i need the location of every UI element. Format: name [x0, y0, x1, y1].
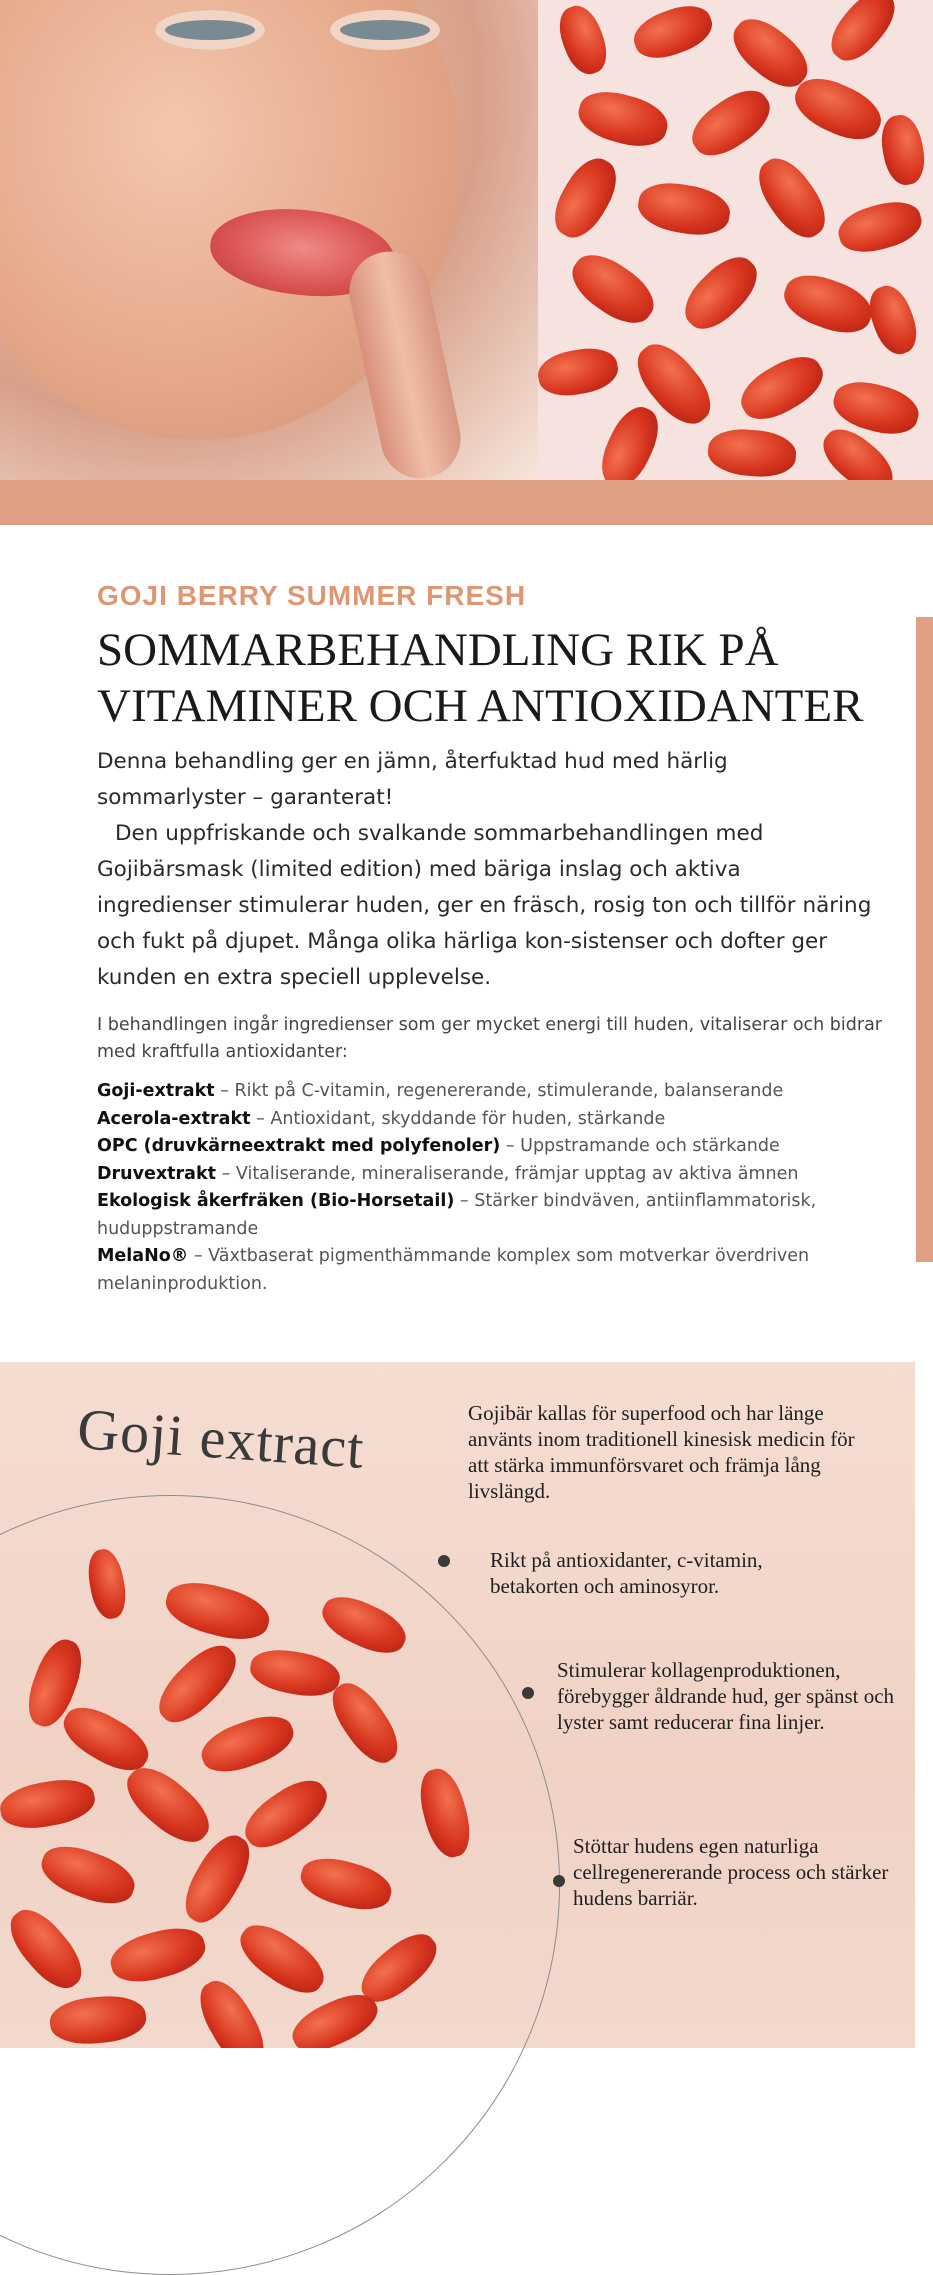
- berry: [592, 400, 667, 480]
- ingredient-name: MelaNo®: [97, 1246, 189, 1266]
- ingredient-desc: – Vitaliserande, mineraliserande, främjar upptag av aktiva ämnen: [216, 1163, 799, 1184]
- berry: [732, 346, 831, 430]
- goji-fact: Stöttar hudens egen naturliga cellregenererande process och stärker hudens barriär.: [573, 1834, 889, 1910]
- goji-berries-photo: [538, 0, 933, 480]
- bullet-dot: [522, 1687, 534, 1699]
- ingredient-item: [97, 1078, 897, 1106]
- berry: [628, 0, 718, 66]
- berry: [877, 112, 929, 188]
- berry: [821, 0, 905, 70]
- goji-fact: Gojibär kallas för superfood och har länge använts inom traditionell kinesisk medicin för att stärka immunförsvaret och främja lång livslängd.: [468, 1401, 855, 1503]
- berry: [683, 79, 780, 166]
- ingredient-list: [97, 1078, 897, 1298]
- goji-fact: Stimulerar kollagenproduktionen, förebygger åldrande hud, ger spänst och lyster samt reducerar fina linjer.: [557, 1658, 895, 1734]
- berry: [862, 280, 924, 359]
- ingredient-name: OPC (druvkärneextrakt med polyfenoler): [97, 1136, 501, 1156]
- berry: [544, 150, 626, 247]
- intro-paragraph: Denna behandling ger en jämn, återfuktad hud med härlig sommarlyster – garanterat!: [97, 749, 728, 810]
- ingredient-name: Druvextrakt: [97, 1163, 216, 1184]
- eye-right: [330, 10, 440, 50]
- berry: [535, 343, 621, 400]
- ingredients-intro: I behandlingen ingår ingredienser som ger mycket energi till huden, vitaliserar och bidrar med kraftfulla antioxidanter:: [97, 1015, 882, 1062]
- ingredient-desc: – Rikt på C-vitamin, regenererande, stimulerande, balanserande: [214, 1081, 784, 1101]
- berry: [748, 149, 836, 247]
- berry: [674, 246, 767, 339]
- intro-paragraph: Den uppfriskande och svalkande sommarbehandlingen med Gojibärsmask (limited edition) med bäriga inslag och aktiva ingredienser stimulerar huden, ger en fräsch, rosig ton och tillför näring och fukt på djupet. Många olika härliga kon-sistenser och dofter ger kunden en extra speciell upplevelse.: [97, 821, 872, 990]
- ingredient-item: [97, 1243, 897, 1298]
- berry: [562, 244, 663, 335]
- eye-left: [155, 10, 265, 50]
- berry: [635, 177, 734, 240]
- right-margin: [915, 1362, 933, 2048]
- berry: [834, 195, 927, 259]
- ingredient-item: [97, 1133, 897, 1161]
- section-subtitle: GOJI BERRY SUMMER FRESH: [97, 580, 527, 611]
- berry: [706, 426, 798, 479]
- goji-fact: Rikt på antioxidanter, c-vitamin, betakorten och aminosyror.: [490, 1548, 763, 1598]
- ingredient-desc: – Växtbaserat pigmenthämmande komplex som motverkar överdriven melaninproduktion.: [97, 1246, 810, 1294]
- berry: [573, 84, 672, 154]
- ingredient-name: Acerola-extrakt: [97, 1108, 251, 1129]
- berry: [552, 0, 614, 79]
- goji-extract-title: Goji extract: [75, 1395, 367, 1481]
- ingredient-item: [97, 1188, 897, 1243]
- ingredient-item: [97, 1161, 897, 1189]
- hero-image: [0, 0, 933, 480]
- ingredient-item: [97, 1106, 897, 1134]
- ingredient-desc: – Uppstramande och stärkande: [500, 1136, 780, 1156]
- ingredient-desc: – Antioxidant, skyddande för huden, stärkande: [250, 1108, 666, 1129]
- bullet-dot: [438, 1555, 450, 1567]
- model-photo: [0, 0, 538, 480]
- intro-text: [97, 744, 877, 996]
- ingredient-name: Goji-extrakt: [97, 1081, 215, 1101]
- page-title: SOMMARBEHANDLING RIK PÅ VITAMINER OCH ANTIOXIDANTER: [97, 624, 864, 732]
- ingredient-name: Ekologisk åkerfräken (Bio-Horsetail): [97, 1191, 455, 1211]
- berry: [778, 266, 879, 342]
- accent-band: [0, 480, 933, 525]
- ingredient-desc: – Stärker bindväven, antiinflammatorisk, huduppstramande: [97, 1191, 817, 1239]
- side-accent-bar: [916, 617, 933, 1262]
- bullet-dot: [553, 1875, 565, 1887]
